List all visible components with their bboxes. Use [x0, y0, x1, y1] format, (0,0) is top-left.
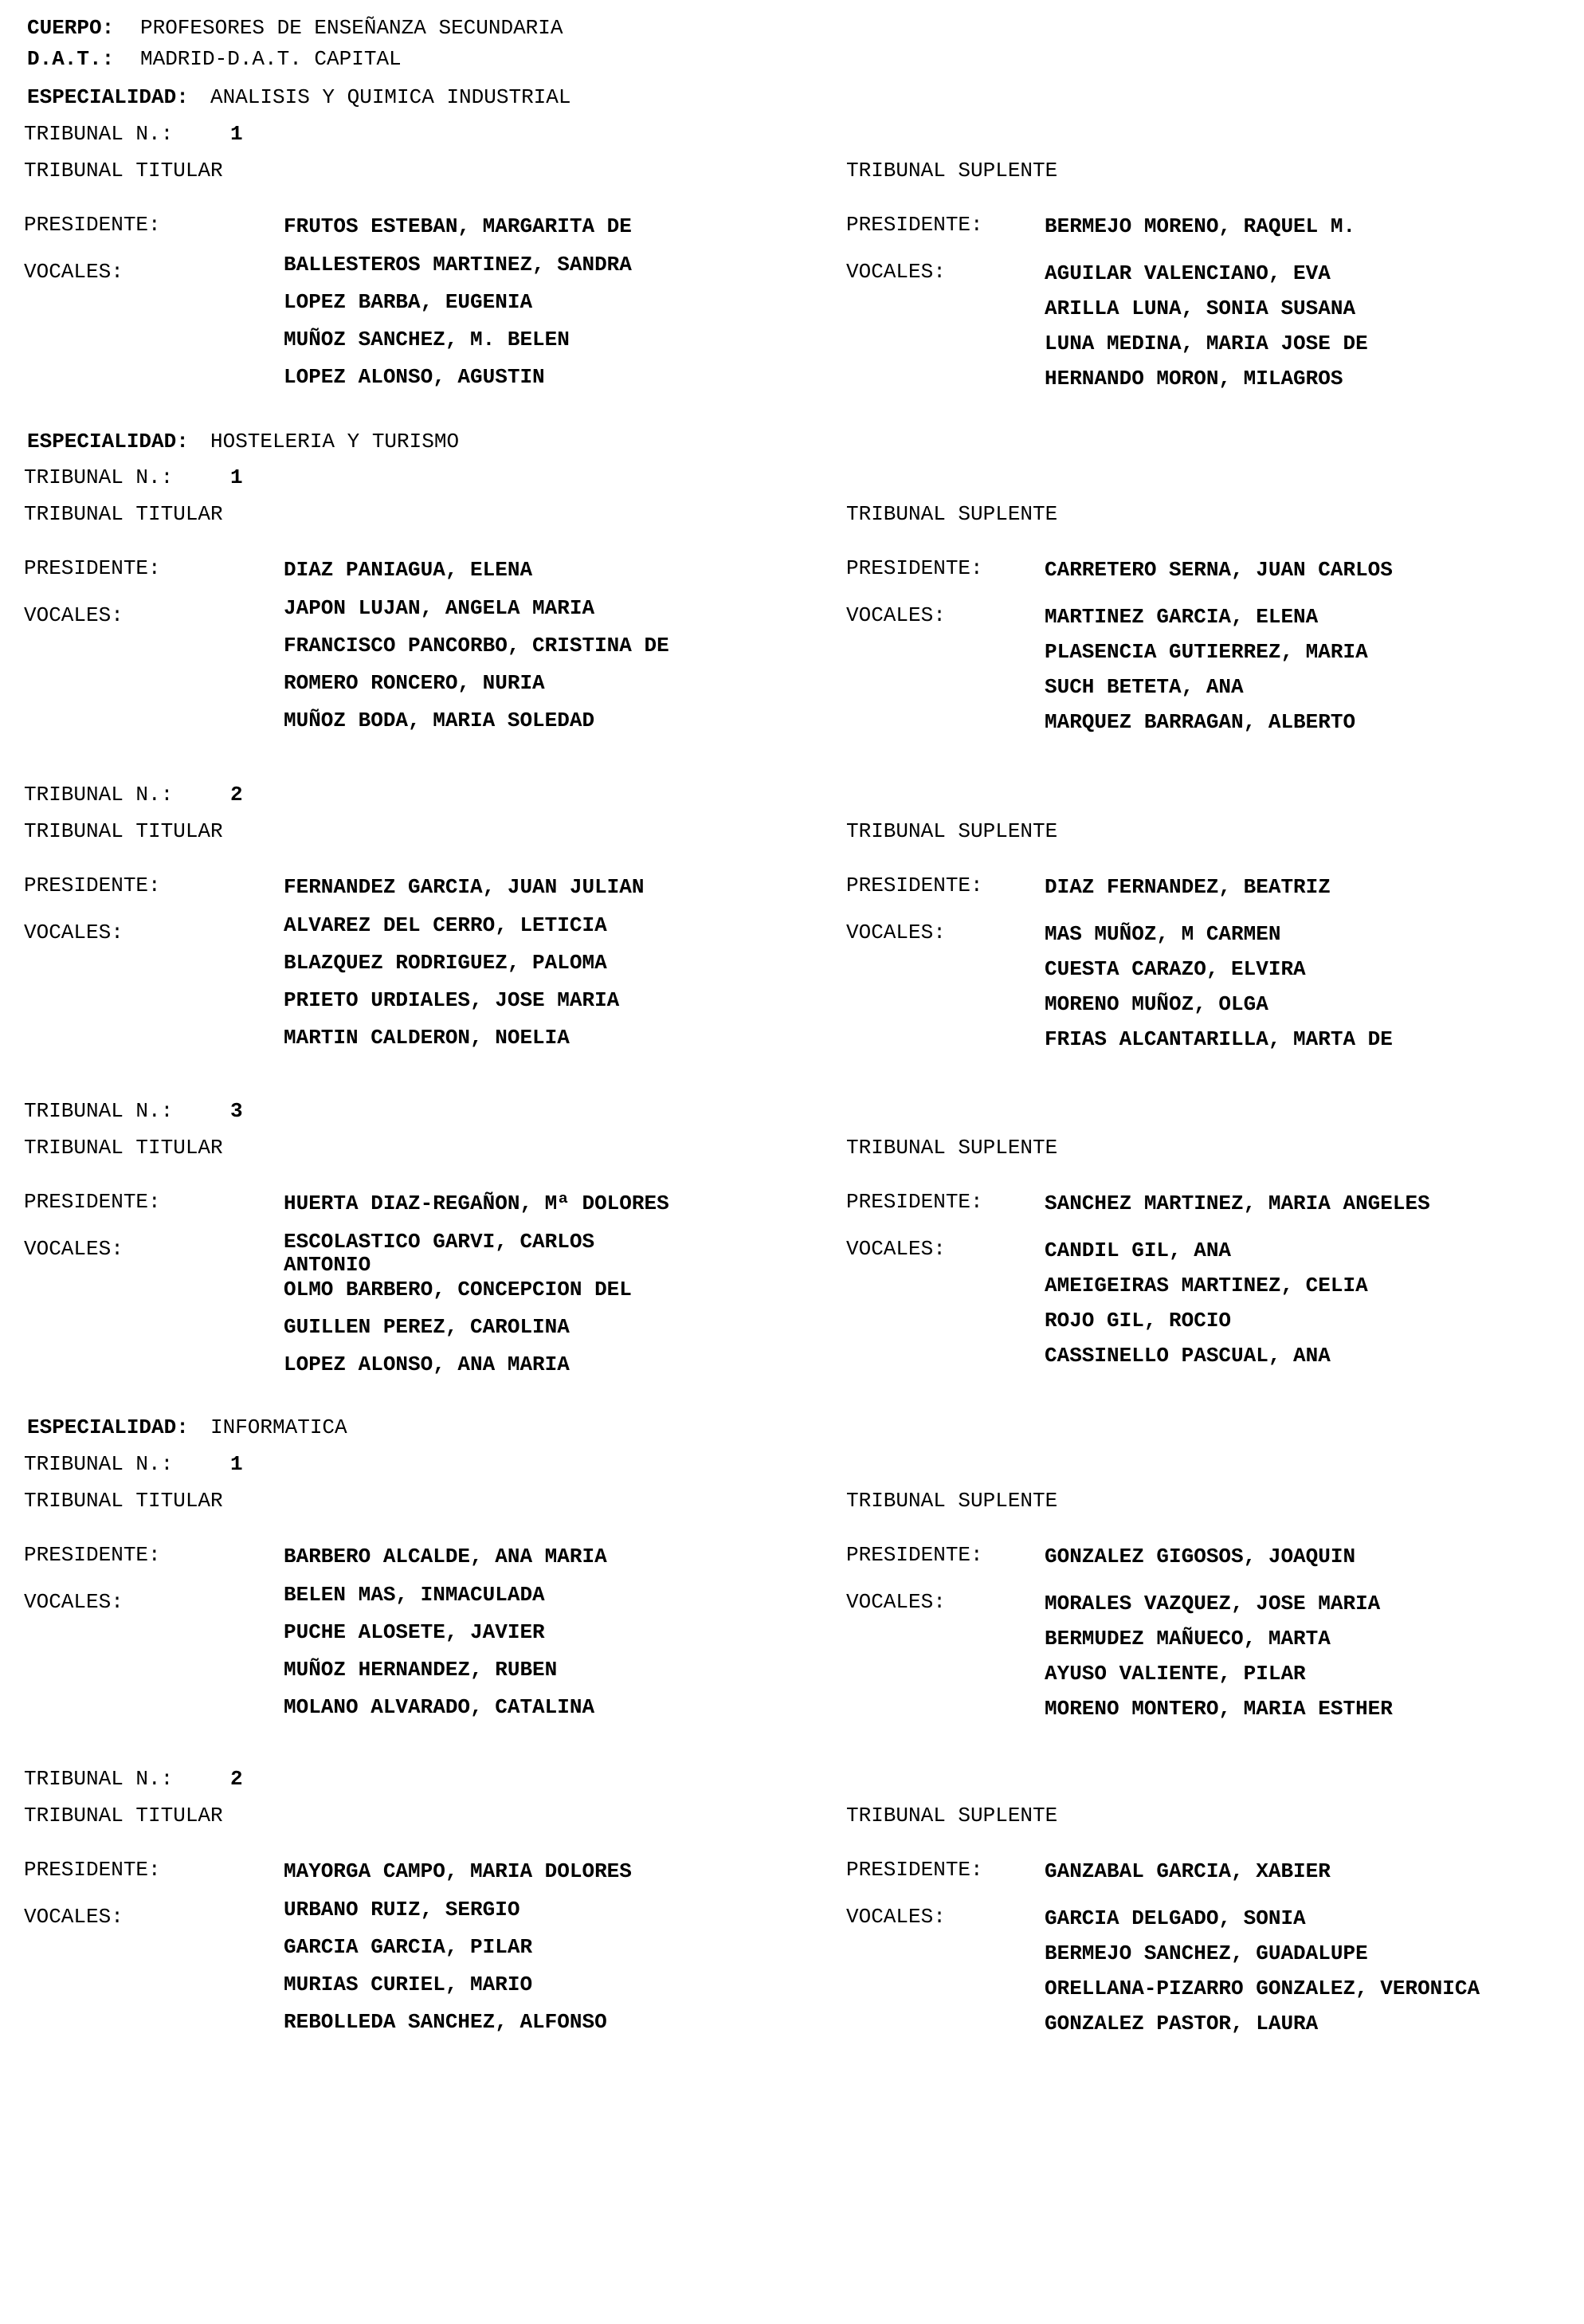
suplente-vocal: ORELLANA-PIZARRO GONZALEZ, VERONICA: [1045, 1977, 1480, 2000]
tribunal-number-label: TRIBUNAL N.:: [24, 1452, 174, 1476]
titular-vocal: OLMO BARBERO, CONCEPCION DEL: [284, 1278, 632, 1301]
suplente-vocales-label: VOCALES:: [846, 260, 946, 284]
titular-presidente-name: MAYORGA CAMPO, MARIA DOLORES: [284, 1859, 632, 1883]
suplente-vocal: CASSINELLO PASCUAL, ANA: [1045, 1344, 1331, 1368]
suplente-vocal: BERMEJO SANCHEZ, GUADALUPE: [1045, 1941, 1368, 1965]
titular-vocal-continuation: ANTONIO: [284, 1253, 371, 1277]
tribunal-titular-heading: TRIBUNAL TITULAR: [24, 502, 223, 526]
tribunal-titular-heading: TRIBUNAL TITULAR: [24, 159, 223, 183]
suplente-vocal: GONZALEZ PASTOR, LAURA: [1045, 2012, 1319, 2035]
suplente-presidente-name: CARRETERO SERNA, JUAN CARLOS: [1045, 558, 1393, 582]
titular-presidente-label: PRESIDENTE:: [24, 213, 161, 237]
suplente-vocal: ARILLA LUNA, SONIA SUSANA: [1045, 296, 1356, 320]
suplente-presidente-name: GANZABAL GARCIA, XABIER: [1045, 1859, 1331, 1883]
tribunal-suplente-heading: TRIBUNAL SUPLENTE: [846, 159, 1058, 183]
suplente-vocal: MARQUEZ BARRAGAN, ALBERTO: [1045, 710, 1356, 734]
titular-vocal: PRIETO URDIALES, JOSE MARIA: [284, 988, 620, 1012]
titular-vocal: ALVAREZ DEL CERRO, LETICIA: [284, 913, 607, 937]
suplente-vocal: PLASENCIA GUTIERREZ, MARIA: [1045, 640, 1368, 664]
suplente-vocales-label: VOCALES:: [846, 1590, 946, 1614]
suplente-vocal: LUNA MEDINA, MARIA JOSE DE: [1045, 332, 1368, 355]
tribunal-titular-heading: TRIBUNAL TITULAR: [24, 819, 223, 843]
titular-vocal: MURIAS CURIEL, MARIO: [284, 1973, 533, 1996]
suplente-vocal: MORALES VAZQUEZ, JOSE MARIA: [1045, 1592, 1381, 1615]
titular-vocal: MUÑOZ HERNANDEZ, RUBEN: [284, 1658, 558, 1682]
titular-vocal: MUÑOZ BODA, MARIA SOLEDAD: [284, 709, 595, 732]
tribunal-number-label: TRIBUNAL N.:: [24, 1767, 174, 1791]
titular-vocal: REBOLLEDA SANCHEZ, ALFONSO: [284, 2010, 607, 2034]
tribunal-suplente-heading: TRIBUNAL SUPLENTE: [846, 1489, 1058, 1513]
dat-value: MADRID-D.A.T. CAPITAL: [140, 47, 402, 71]
suplente-vocal: AMEIGEIRAS MARTINEZ, CELIA: [1045, 1274, 1368, 1297]
titular-presidente-label: PRESIDENTE:: [24, 1543, 161, 1567]
tribunal-number: 1: [230, 122, 243, 146]
titular-vocal: PUCHE ALOSETE, JAVIER: [284, 1620, 545, 1644]
tribunal-suplente-heading: TRIBUNAL SUPLENTE: [846, 1804, 1058, 1827]
tribunal-number: 3: [230, 1099, 243, 1123]
titular-vocales-label: VOCALES:: [24, 1590, 124, 1614]
suplente-vocal: MARTINEZ GARCIA, ELENA: [1045, 605, 1319, 629]
titular-presidente-name: FRUTOS ESTEBAN, MARGARITA DE: [284, 214, 632, 238]
titular-vocal: BELEN MAS, INMACULADA: [284, 1583, 545, 1607]
suplente-vocal: BERMUDEZ MAÑUECO, MARTA: [1045, 1627, 1331, 1651]
dat-label: D.A.T.:: [27, 47, 115, 71]
titular-presidente-label: PRESIDENTE:: [24, 1858, 161, 1882]
suplente-vocal: HERNANDO MORON, MILAGROS: [1045, 367, 1343, 391]
suplente-presidente-name: GONZALEZ GIGOSOS, JOAQUIN: [1045, 1545, 1356, 1568]
tribunal-suplente-heading: TRIBUNAL SUPLENTE: [846, 1136, 1058, 1160]
tribunal-number-label: TRIBUNAL N.:: [24, 122, 174, 146]
suplente-vocal: CANDIL GIL, ANA: [1045, 1239, 1232, 1262]
titular-vocal: JAPON LUJAN, ANGELA MARIA: [284, 596, 595, 620]
suplente-presidente-label: PRESIDENTE:: [846, 1858, 983, 1882]
titular-presidente-name: BARBERO ALCALDE, ANA MARIA: [284, 1545, 607, 1568]
titular-vocal: BALLESTEROS MARTINEZ, SANDRA: [284, 253, 632, 277]
especialidad-label: ESPECIALIDAD:: [27, 1415, 189, 1439]
tribunal-suplente-heading: TRIBUNAL SUPLENTE: [846, 502, 1058, 526]
suplente-vocal: AYUSO VALIENTE, PILAR: [1045, 1662, 1306, 1686]
suplente-vocal: MORENO MUÑOZ, OLGA: [1045, 992, 1268, 1016]
titular-presidente-name: DIAZ PANIAGUA, ELENA: [284, 558, 533, 582]
titular-presidente-name: FERNANDEZ GARCIA, JUAN JULIAN: [284, 875, 645, 899]
tribunal-titular-heading: TRIBUNAL TITULAR: [24, 1804, 223, 1827]
titular-vocal: LOPEZ BARBA, EUGENIA: [284, 290, 533, 314]
titular-vocales-label: VOCALES:: [24, 260, 124, 284]
titular-vocal: MUÑOZ SANCHEZ, M. BELEN: [284, 328, 570, 351]
especialidad-name: INFORMATICA: [210, 1415, 347, 1439]
suplente-vocal: MAS MUÑOZ, M CARMEN: [1045, 922, 1281, 946]
especialidad-name: HOSTELERIA Y TURISMO: [210, 430, 460, 453]
titular-vocal: LOPEZ ALONSO, AGUSTIN: [284, 365, 545, 389]
especialidad-label: ESPECIALIDAD:: [27, 430, 189, 453]
titular-presidente-name: HUERTA DIAZ-REGAÑON, Mª DOLORES: [284, 1191, 669, 1215]
tribunal-number-label: TRIBUNAL N.:: [24, 1099, 174, 1123]
titular-vocales-label: VOCALES:: [24, 1237, 124, 1261]
suplente-presidente-label: PRESIDENTE:: [846, 873, 983, 897]
tribunal-number: 2: [230, 1767, 243, 1791]
titular-vocal: ESCOLASTICO GARVI, CARLOS: [284, 1230, 595, 1254]
suplente-vocales-label: VOCALES:: [846, 921, 946, 944]
tribunal-number: 1: [230, 465, 243, 489]
suplente-presidente-label: PRESIDENTE:: [846, 1190, 983, 1214]
cuerpo-value: PROFESORES DE ENSEÑANZA SECUNDARIA: [140, 16, 563, 40]
tribunal-number-label: TRIBUNAL N.:: [24, 465, 174, 489]
suplente-presidente-name: BERMEJO MORENO, RAQUEL M.: [1045, 214, 1356, 238]
suplente-presidente-label: PRESIDENTE:: [846, 213, 983, 237]
titular-vocal: GARCIA GARCIA, PILAR: [284, 1935, 533, 1959]
titular-vocal: BLAZQUEZ RODRIGUEZ, PALOMA: [284, 951, 607, 975]
titular-vocal: URBANO RUIZ, SERGIO: [284, 1898, 520, 1922]
titular-vocal: MOLANO ALVARADO, CATALINA: [284, 1695, 595, 1719]
suplente-vocal: FRIAS ALCANTARILLA, MARTA DE: [1045, 1027, 1393, 1051]
titular-presidente-label: PRESIDENTE:: [24, 556, 161, 580]
titular-vocal: FRANCISCO PANCORBO, CRISTINA DE: [284, 634, 669, 658]
titular-vocales-label: VOCALES:: [24, 921, 124, 944]
tribunal-titular-heading: TRIBUNAL TITULAR: [24, 1489, 223, 1513]
titular-vocal: GUILLEN PEREZ, CAROLINA: [284, 1315, 570, 1339]
titular-vocal: LOPEZ ALONSO, ANA MARIA: [284, 1352, 570, 1376]
especialidad-name: ANALISIS Y QUIMICA INDUSTRIAL: [210, 85, 571, 109]
suplente-vocal: CUESTA CARAZO, ELVIRA: [1045, 957, 1306, 981]
suplente-vocal: ROJO GIL, ROCIO: [1045, 1309, 1232, 1333]
suplente-presidente-name: SANCHEZ MARTINEZ, MARIA ANGELES: [1045, 1191, 1430, 1215]
especialidad-label: ESPECIALIDAD:: [27, 85, 189, 109]
titular-presidente-label: PRESIDENTE:: [24, 1190, 161, 1214]
titular-vocales-label: VOCALES:: [24, 603, 124, 627]
cuerpo-label: CUERPO:: [27, 16, 115, 40]
suplente-presidente-name: DIAZ FERNANDEZ, BEATRIZ: [1045, 875, 1331, 899]
suplente-vocal: SUCH BETETA, ANA: [1045, 675, 1244, 699]
suplente-presidente-label: PRESIDENTE:: [846, 556, 983, 580]
suplente-vocales-label: VOCALES:: [846, 1237, 946, 1261]
suplente-presidente-label: PRESIDENTE:: [846, 1543, 983, 1567]
tribunal-number-label: TRIBUNAL N.:: [24, 783, 174, 807]
titular-vocal: MARTIN CALDERON, NOELIA: [284, 1026, 570, 1050]
tribunal-number: 2: [230, 783, 243, 807]
titular-presidente-label: PRESIDENTE:: [24, 873, 161, 897]
suplente-vocal: AGUILAR VALENCIANO, EVA: [1045, 261, 1331, 285]
tribunal-titular-heading: TRIBUNAL TITULAR: [24, 1136, 223, 1160]
tribunal-number: 1: [230, 1452, 243, 1476]
titular-vocales-label: VOCALES:: [24, 1905, 124, 1929]
suplente-vocales-label: VOCALES:: [846, 603, 946, 627]
titular-vocal: ROMERO RONCERO, NURIA: [284, 671, 545, 695]
suplente-vocal: MORENO MONTERO, MARIA ESTHER: [1045, 1697, 1393, 1721]
tribunal-suplente-heading: TRIBUNAL SUPLENTE: [846, 819, 1058, 843]
suplente-vocales-label: VOCALES:: [846, 1905, 946, 1929]
suplente-vocal: GARCIA DELGADO, SONIA: [1045, 1906, 1306, 1930]
